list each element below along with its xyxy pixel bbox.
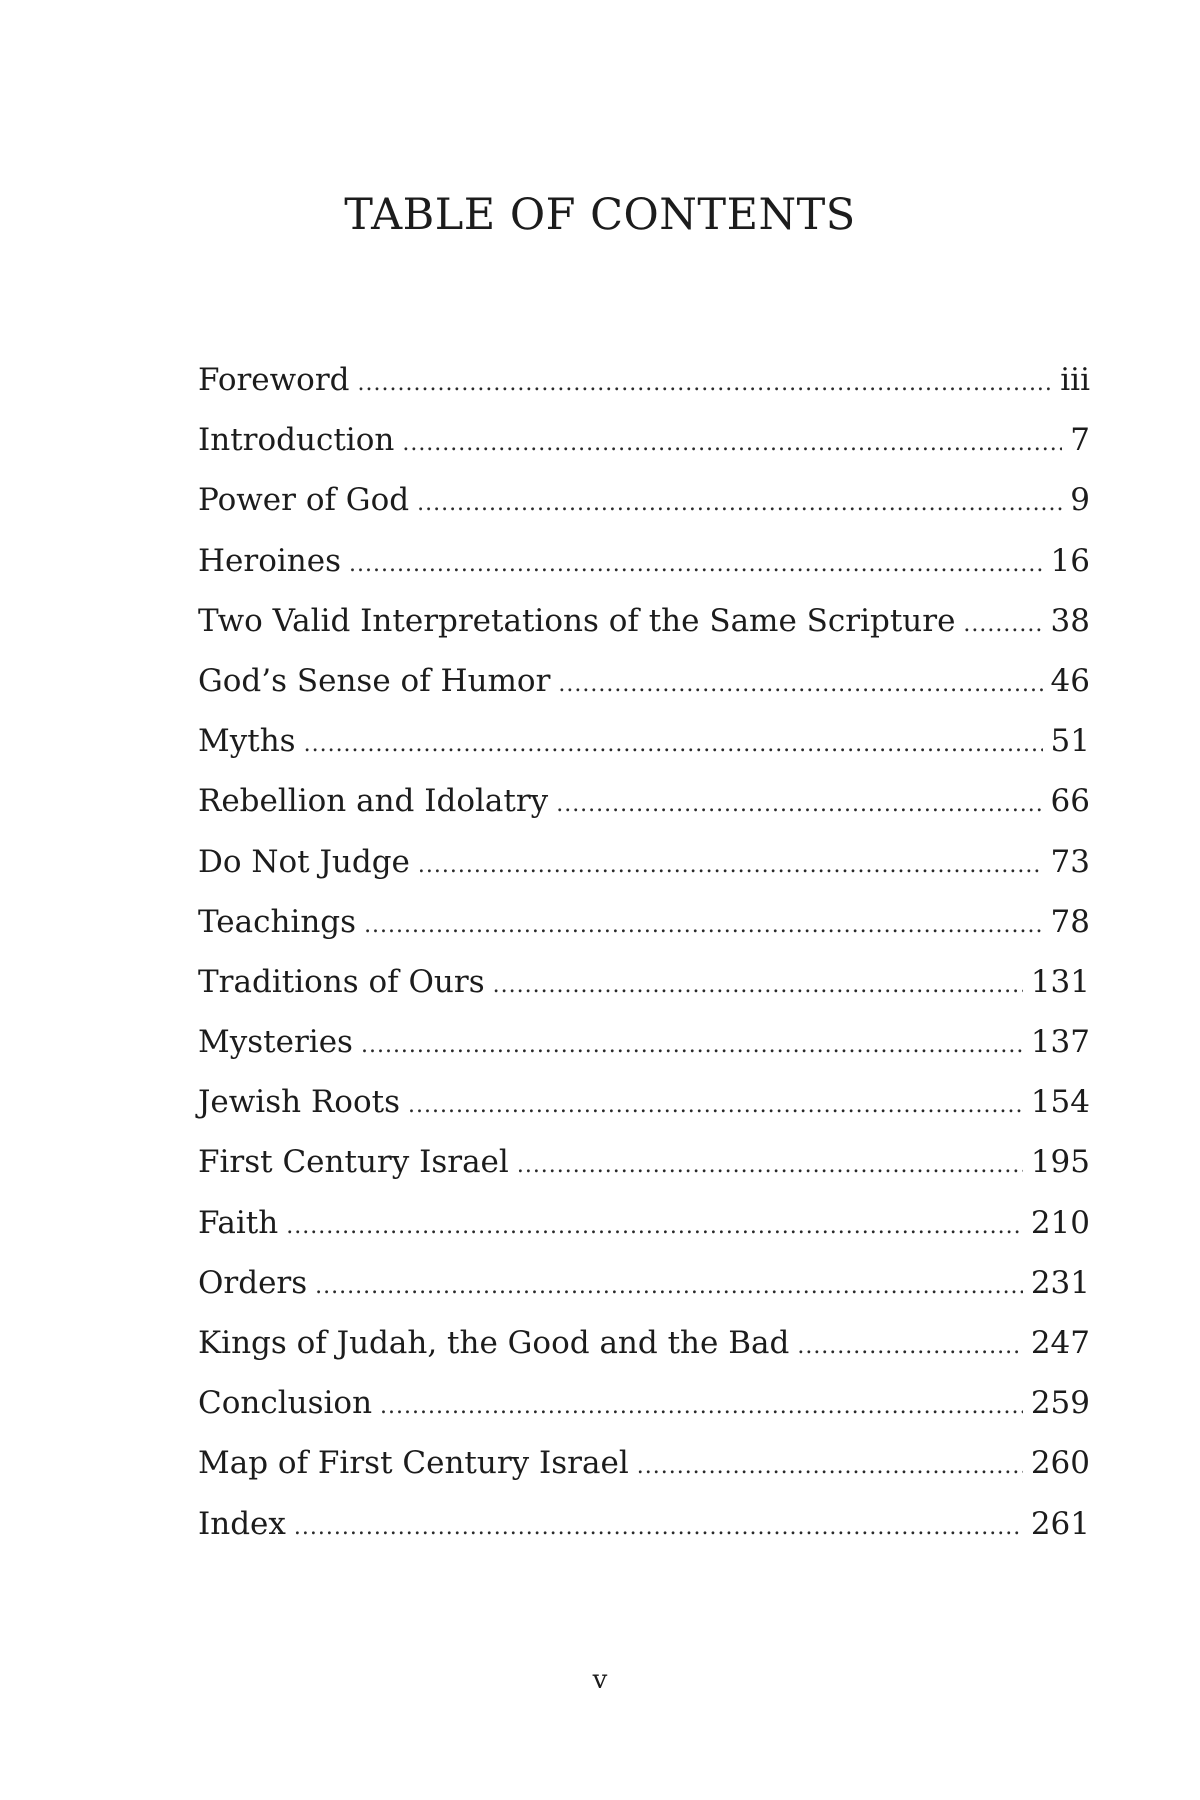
dot-leader xyxy=(408,1076,1023,1136)
toc-entry xyxy=(198,952,1090,1012)
toc-entry-page: 137 xyxy=(1030,1024,1090,1061)
toc-entry-label: Conclusion xyxy=(198,1385,373,1422)
toc-entry-page: 261 xyxy=(1030,1505,1090,1542)
toc-entry-page: 195 xyxy=(1030,1144,1090,1181)
toc-entry xyxy=(198,832,1090,892)
toc-entry-page: 46 xyxy=(1050,662,1090,699)
toc-entry xyxy=(198,1494,1090,1554)
toc-entry xyxy=(198,470,1090,530)
dot-leader xyxy=(637,1437,1023,1497)
dot-leader xyxy=(493,956,1023,1016)
toc-entry xyxy=(198,711,1090,771)
toc-entry xyxy=(198,531,1090,591)
toc-entry xyxy=(198,591,1090,651)
dot-leader xyxy=(380,1377,1023,1437)
toc-entry-label: Jewish Roots xyxy=(198,1084,400,1121)
toc-entry-label: Mysteries xyxy=(198,1024,353,1061)
toc-entry-page: 7 xyxy=(1070,422,1090,459)
dot-leader xyxy=(418,836,1043,896)
toc-entry-page: 154 xyxy=(1030,1084,1090,1121)
toc-entry xyxy=(198,1012,1090,1072)
toc-entry-label: First Century Israel xyxy=(198,1144,509,1181)
toc-entry-label: Do Not Judge xyxy=(198,843,410,880)
dot-leader xyxy=(304,715,1043,775)
toc-entry-label: Foreword xyxy=(198,362,350,398)
dot-leader xyxy=(349,535,1043,595)
toc-entry xyxy=(198,1433,1090,1493)
dot-leader xyxy=(402,414,1062,474)
page-number: v xyxy=(592,1665,608,1695)
toc-entry xyxy=(198,1253,1090,1313)
toc-entry-page: 51 xyxy=(1050,723,1090,760)
dot-leader xyxy=(364,896,1042,956)
toc-entry-label: Introduction xyxy=(198,422,395,459)
dot-leader xyxy=(963,595,1042,655)
toc-entry-page: 16 xyxy=(1050,542,1090,579)
toc-entry-page: 66 xyxy=(1050,783,1090,820)
dot-leader xyxy=(361,1016,1023,1076)
page-title: TABLE OF CONTENTS xyxy=(344,190,856,240)
table-of-contents xyxy=(198,350,1090,1554)
dot-leader xyxy=(294,1498,1023,1558)
dot-leader xyxy=(558,655,1042,715)
dot-leader xyxy=(797,1317,1023,1377)
toc-entry-page: 260 xyxy=(1030,1445,1090,1482)
dot-leader xyxy=(358,354,1053,414)
toc-entry-page: 131 xyxy=(1030,963,1090,1000)
toc-entry xyxy=(198,1313,1090,1373)
toc-entry-label: Power of God xyxy=(198,482,410,519)
toc-entry-page: 9 xyxy=(1070,482,1090,519)
toc-entry-label: God’s Sense of Humor xyxy=(198,662,551,699)
toc-entry-page: 38 xyxy=(1050,602,1090,639)
toc-entry xyxy=(198,1373,1090,1433)
toc-entry-page: 210 xyxy=(1030,1204,1090,1241)
toc-entry xyxy=(198,1193,1090,1253)
toc-entry xyxy=(198,892,1090,952)
dot-leader xyxy=(315,1257,1023,1317)
toc-entry-page: iii xyxy=(1060,362,1090,398)
toc-entry-label: Kings of Judah, the Good and the Bad xyxy=(198,1325,790,1361)
toc-entry-label: Traditions of Ours xyxy=(198,963,485,1000)
toc-entry-label: Teachings xyxy=(198,903,357,940)
toc-entry xyxy=(198,651,1090,711)
toc-entry-label: Orders xyxy=(198,1264,308,1301)
toc-entry-page: 231 xyxy=(1030,1264,1090,1301)
toc-entry-label: Map of First Century Israel xyxy=(198,1445,629,1482)
toc-entry-label: Rebellion and Idolatry xyxy=(198,783,549,820)
toc-entry xyxy=(198,410,1090,470)
toc-entry-page: 78 xyxy=(1050,903,1090,940)
toc-entry-page: 73 xyxy=(1050,843,1090,880)
toc-entry xyxy=(198,1132,1090,1192)
dot-leader xyxy=(556,775,1042,835)
toc-entry-label: Faith xyxy=(198,1204,279,1241)
toc-entry xyxy=(198,1072,1090,1132)
toc-entry-page: 259 xyxy=(1030,1385,1090,1422)
toc-entry-label: Two Valid Interpretations of the Same Scripture xyxy=(198,602,956,639)
dot-leader xyxy=(417,474,1062,534)
dot-leader xyxy=(286,1197,1023,1257)
toc-entry xyxy=(198,771,1090,831)
toc-entry-label: Heroines xyxy=(198,542,341,579)
toc-entry xyxy=(198,350,1090,410)
toc-entry-label: Myths xyxy=(198,723,296,760)
toc-entry-page: 247 xyxy=(1030,1325,1090,1361)
toc-entry-label: Index xyxy=(198,1505,286,1542)
dot-leader xyxy=(517,1136,1023,1196)
